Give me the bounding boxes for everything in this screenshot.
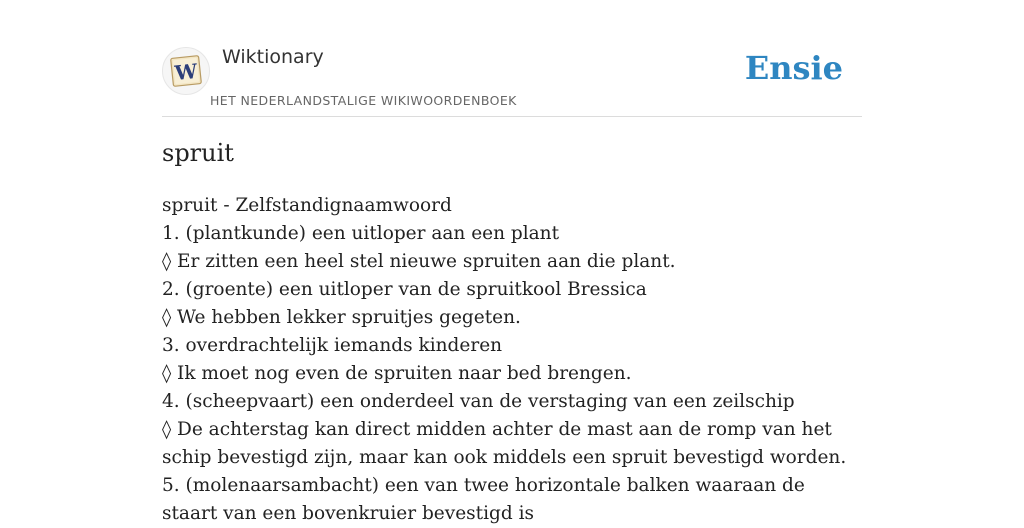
logo-letter: W	[173, 58, 199, 86]
definition-sense-3: 3. overdrachtelijk iemands kinderen	[162, 335, 503, 356]
definition-body	[162, 192, 862, 528]
logo-tile-graphic	[168, 53, 204, 89]
wiktionary-logo-icon[interactable]	[162, 47, 210, 95]
definition-heading: spruit - Zelfstandignaamwoord	[162, 195, 452, 216]
definition-sense-5: 5. (molenaarsambacht) een van twee horizontale balken waaraan de staart van een bovenkruier bevestigd is	[162, 475, 805, 524]
page-container	[162, 0, 862, 524]
example-sense-4: ◊ De achterstag kan direct midden achter de mast aan de romp van het schip bevestigd zijn, maar kan ook middels een spruit bevestigd worden.	[162, 419, 847, 468]
site-name[interactable]: Wiktionary	[222, 46, 324, 68]
example-sense-2: ◊ We hebben lekker spruitjes gegeten.	[162, 307, 521, 328]
definition-sense-4: 4. (scheepvaart) een onderdeel van de verstaging van een zeilschip	[162, 391, 795, 412]
ensie-brand-link[interactable]: Ensie	[744, 49, 843, 87]
site-header	[162, 0, 862, 117]
example-sense-3: ◊ Ik moet nog even de spruiten naar bed brengen.	[162, 363, 632, 384]
page-title: spruit	[162, 139, 234, 167]
example-sense-1: ◊ Er zitten een heel stel nieuwe spruiten aan die plant.	[162, 251, 676, 272]
site-tagline: HET NEDERLANDSTALIGE WIKIWOORDENBOEK	[210, 93, 517, 108]
definition-sense-2: 2. (groente) een uitloper van de spruitkool Bressica	[162, 279, 647, 300]
definition-sense-1: 1. (plantkunde) een uitloper aan een plant	[162, 223, 560, 244]
